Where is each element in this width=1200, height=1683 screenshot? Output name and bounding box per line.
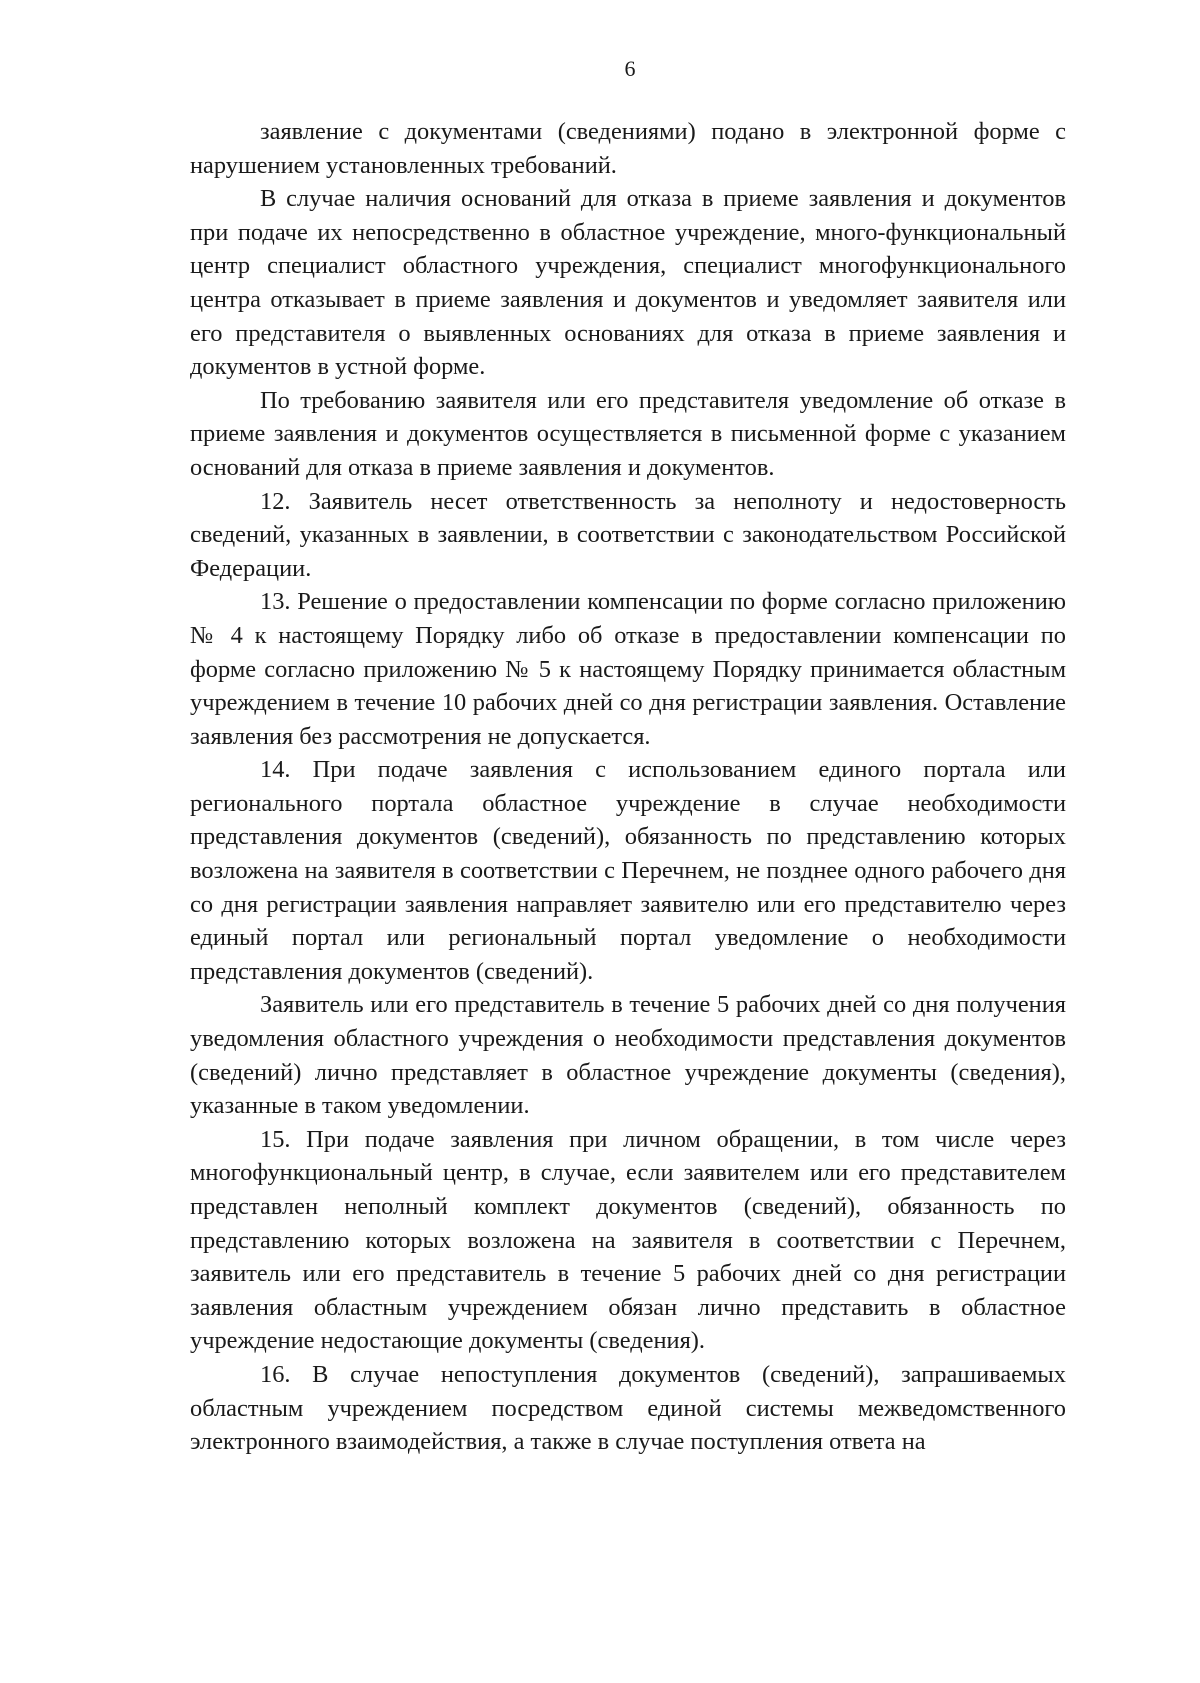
paragraph-applicant-obligation: Заявитель или его представитель в течение 5 рабочих дней со дня получения уведомления областного учреждения о необходимости представления документов (сведений) лично представляет в областное учреждение документы (сведения), указанные в таком уведомлении. <box>190 991 1066 1120</box>
paragraph-item-15: 15. При подаче заявления при личном обращении, в том числе через многофункциональный центр, в случае, если заявителем или его представителем представлен неполный комплект документов (сведений), обязанность по представлению которых возложена на заявителя в соответствии с Перечнем, заявитель или его представитель в течение 5 рабочих дней со дня регистрации заявления областным учреждением обязан лично представить в областное учреждение недостающие документы (сведения). <box>190 1125 1066 1355</box>
paragraph-item-14: 14. При подаче заявления с использованием единого портала или регионального портала областное учреждение в случае необходимости представления документов (сведений), обязанность по представлению которых возложена на заявителя в соответствии с Перечнем, не позднее одного рабочего дня со дня регистрации заявления направляет заявителю или его представителю через единый портал или региональный портал уведомление о необходимости представления документов (сведений). <box>190 756 1066 985</box>
paragraph-item-16: 16. В случае непоступления документов (сведений), запрашиваемых областным учреждением посредством единой системы межведомственного электронного взаимодействия, а также в случае поступления ответа на <box>190 1360 1066 1456</box>
paragraph-item-12: 12. Заявитель несет ответственность за неполноту и недостоверность сведений, указанных в заявлении, в соответствии с законодательством Российской Федерации. <box>190 487 1066 582</box>
paragraph-refusal-grounds: В случае наличия оснований для отказа в приеме заявления и документов при подаче их непосредственно в областное учреждение, много-функциональный центр специалист областного учреждения, специалист многофункционального центра отказывает в приеме заявления и документов и уведомляет заявителя или его представителя о выявленных основаниях для отказа в приеме заявления и документов в устной форме. <box>190 185 1066 381</box>
paragraph-written-notice: По требованию заявителя или его представителя уведомление об отказе в приеме заявления и документов осуществляется в письменной форме с указанием оснований для отказа в приеме заявления и документов. <box>190 386 1066 481</box>
paragraph-continuation: заявление с документами (сведениями) подано в электронной форме с нарушением установленных требований. <box>190 118 1066 179</box>
document-body <box>190 115 1066 1459</box>
paragraph-item-13: 13. Решение о предоставлении компенсации по форме согласно приложению № 4 к настоящему Порядку либо об отказе в предоставлении компенсации по форме согласно приложению № 5 к настоящему Порядку принимается областным учреждением в течение 10 рабочих дней со дня регистрации заявления. Оставление заявления без рассмотрения не допускается. <box>190 588 1066 750</box>
page-number: 6 <box>624 56 636 81</box>
